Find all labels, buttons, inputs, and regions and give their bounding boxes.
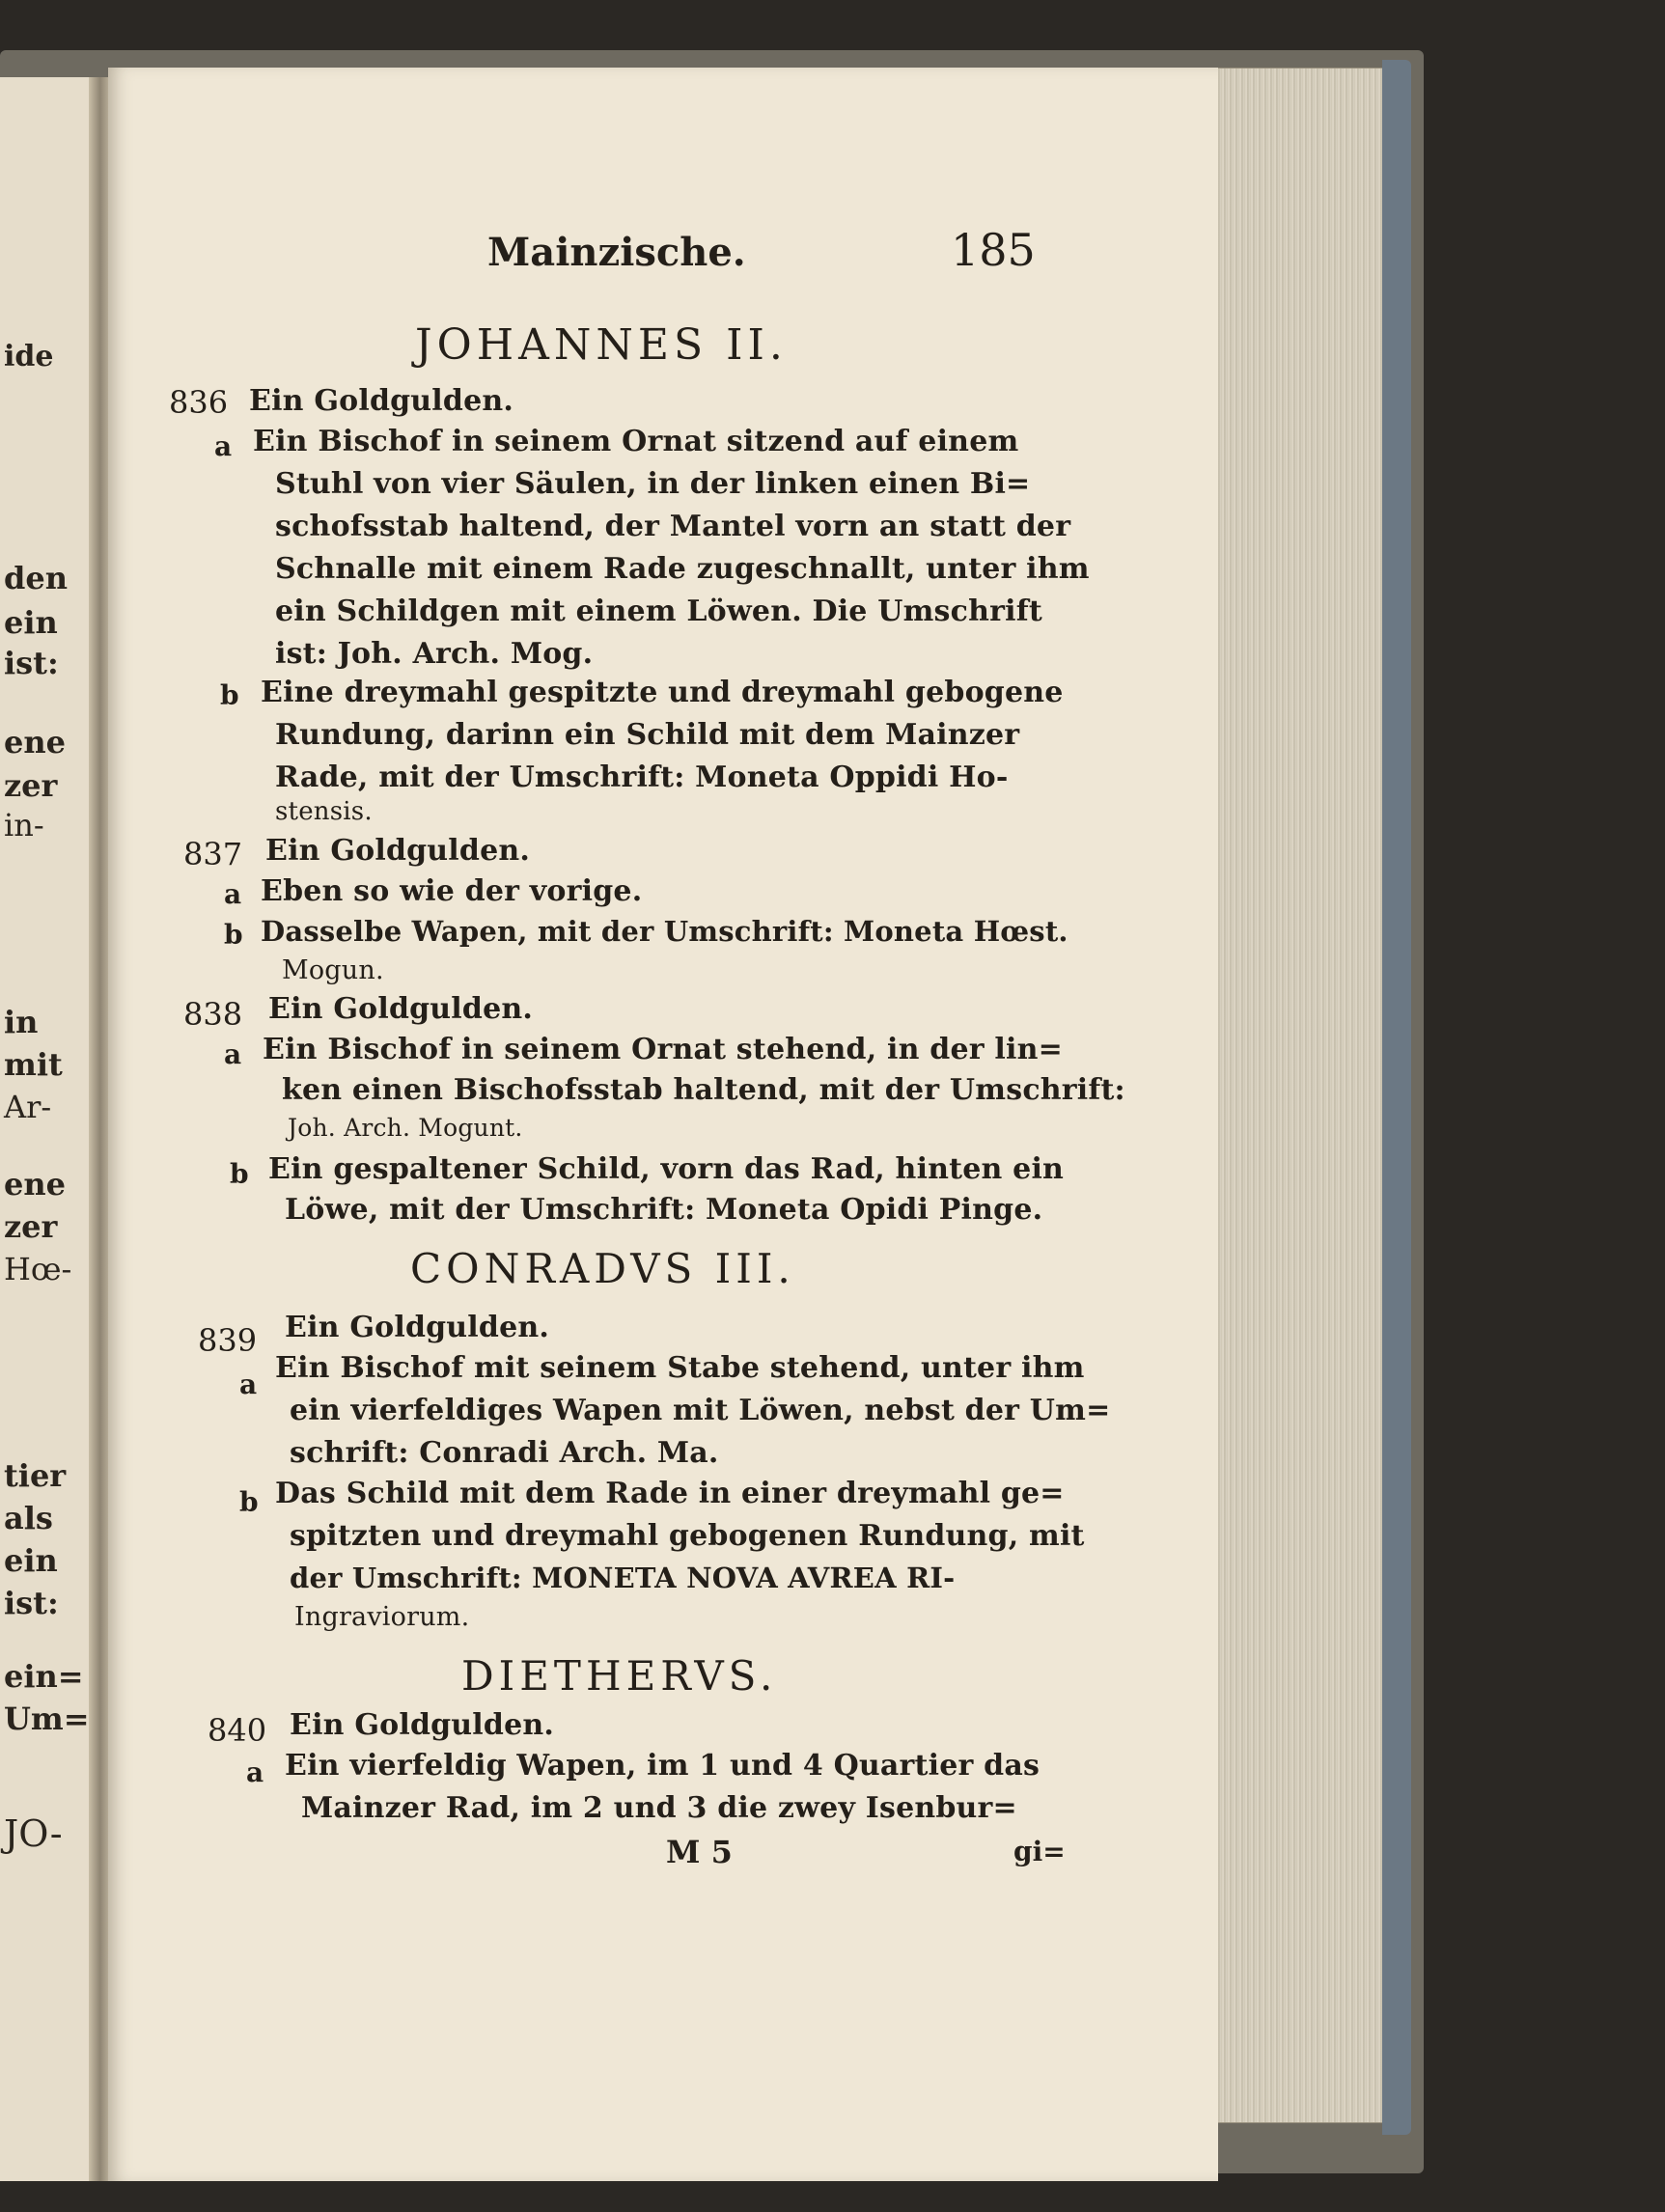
text-line: Ein Bischof mit seinem Stabe stehend, unter ihm <box>275 1351 1085 1385</box>
text-line: Mogun. <box>282 955 384 985</box>
left-fragment: in- <box>4 807 44 843</box>
left-fragment: den <box>4 560 68 596</box>
text-line: ein vierfeldiges Wapen mit Löwen, nebst der Um= <box>290 1394 1111 1427</box>
left-page <box>0 77 97 2181</box>
signature-mark: M 5 <box>666 1834 733 1870</box>
text-line: Ein Bischof in seinem Ornat stehend, in der lin= <box>263 1033 1063 1066</box>
text-line: Dasselbe Wapen, mit der Umschrift: Moneta Hœst. <box>261 915 1068 948</box>
left-fragment: JO- <box>4 1812 63 1855</box>
text-line: Eben so wie der vorige. <box>261 874 643 908</box>
section-heading: DIETHERVS. <box>461 1652 778 1700</box>
left-fragment: Um= <box>4 1700 90 1737</box>
text-line: Mainzer Rad, im 2 und 3 die zwey Isenbur= <box>301 1791 1017 1825</box>
section-heading: JOHANNES II. <box>415 320 788 370</box>
text-line: spitzten und dreymahl gebogenen Rundung, mit <box>290 1519 1085 1553</box>
entry-title: Ein Goldgulden. <box>265 834 531 868</box>
left-fragment: ein= <box>4 1658 84 1695</box>
text-line: Ein gespaltener Schild, vorn das Rad, hinten ein <box>268 1152 1065 1186</box>
entry-title: Ein Goldgulden. <box>290 1708 555 1742</box>
entry-number: 840 <box>208 1712 267 1749</box>
left-fragment: ist: <box>4 645 59 681</box>
entry-number: 837 <box>183 836 243 872</box>
text-line: Ein Bischof in seinem Ornat sitzend auf einem <box>253 425 1019 458</box>
left-fragment: ist: <box>4 1585 59 1621</box>
item-label: b <box>224 919 243 951</box>
entry-number: 838 <box>183 996 243 1033</box>
text-line: stensis. <box>275 797 373 826</box>
item-label: b <box>239 1486 259 1518</box>
section-heading: CONRADVS III. <box>410 1245 795 1292</box>
entry-title: Ein Goldgulden. <box>268 992 534 1026</box>
text-line: ein Schildgen mit einem Löwen. Die Umschrift <box>275 594 1042 628</box>
entry-title: Ein Goldgulden. <box>285 1311 550 1344</box>
text-line: Rade, mit der Umschrift: Moneta Oppidi Ho- <box>275 760 1009 794</box>
left-fragment: ide <box>4 340 54 373</box>
entry-number: 839 <box>198 1322 258 1359</box>
left-fragment: tier <box>4 1457 67 1494</box>
text-line: schrift: Conradi Arch. Ma. <box>290 1436 719 1470</box>
text-line: Ingraviorum. <box>294 1602 470 1632</box>
left-fragment: zer <box>4 767 58 804</box>
left-fragment: Hœ- <box>4 1251 72 1287</box>
text-line: ken einen Bischofsstab haltend, mit der Umschrift: <box>282 1073 1125 1107</box>
left-fragment: mit <box>4 1046 63 1083</box>
text-line: der Umschrift: MONETA NOVA AVREA RI- <box>290 1562 956 1594</box>
running-head: Mainzische. <box>487 230 746 275</box>
left-fragment: ein <box>4 604 58 641</box>
entry-number: 836 <box>169 384 229 421</box>
item-label: a <box>214 430 233 462</box>
text-line: Joh. Arch. Mogunt. <box>288 1114 523 1142</box>
item-label: a <box>246 1756 264 1788</box>
item-label: a <box>224 1038 242 1070</box>
item-label: b <box>220 679 239 711</box>
text-line: ist: Joh. Arch. Mog. <box>275 637 594 671</box>
text-line: Stuhl von vier Säulen, in der linken einen Bi= <box>275 467 1031 501</box>
item-label: b <box>230 1158 249 1190</box>
page-edges <box>1214 68 1393 2123</box>
text-line: Rundung, darinn ein Schild mit dem Mainzer <box>275 718 1020 752</box>
left-fragment: Ar- <box>4 1089 52 1125</box>
text-line: schofsstab haltend, der Mantel vorn an statt der <box>275 510 1071 543</box>
back-board <box>1382 60 1411 2135</box>
page-number: 185 <box>951 224 1036 276</box>
text-line: Ein vierfeldig Wapen, im 1 und 4 Quartier das <box>285 1749 1041 1783</box>
catchword: gi= <box>1013 1836 1066 1867</box>
item-label: a <box>239 1369 258 1400</box>
left-fragment: ene <box>4 1166 66 1203</box>
left-fragment: ene <box>4 724 66 760</box>
left-fragment: als <box>4 1500 53 1536</box>
left-fragment: ein <box>4 1542 58 1579</box>
text-line: Das Schild mit dem Rade in einer dreymahl ge= <box>275 1477 1065 1510</box>
entry-title: Ein Goldgulden. <box>249 384 514 418</box>
item-label: a <box>224 878 242 910</box>
text-line: Eine dreymahl gespitzte und dreymahl gebogene <box>261 676 1064 709</box>
left-fragment: zer <box>4 1208 58 1245</box>
text-line: Löwe, mit der Umschrift: Moneta Opidi Pinge. <box>285 1193 1043 1227</box>
text-line: Schnalle mit einem Rade zugeschnallt, unter ihm <box>275 552 1090 586</box>
left-fragment: in <box>4 1004 39 1040</box>
